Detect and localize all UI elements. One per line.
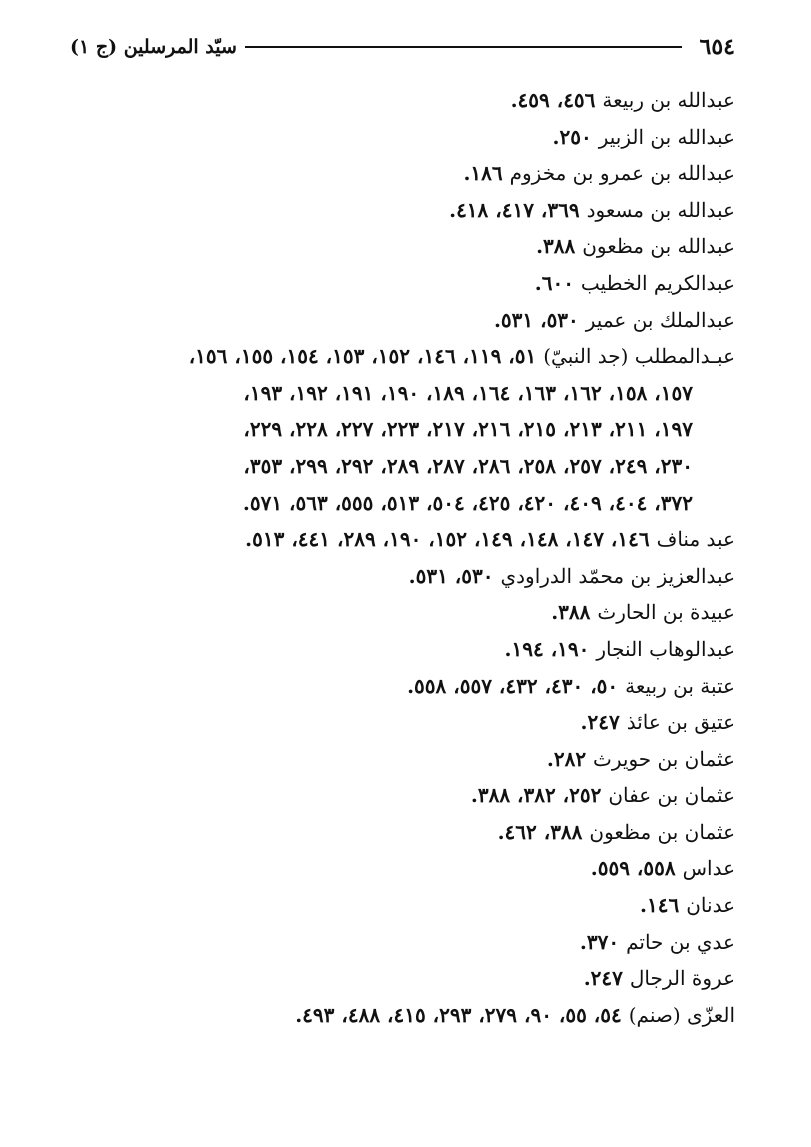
entry-pages: ١٤٦، ١٤٧، ١٤٨، ١٤٩، ١٥٢، ١٩٠، ٢٨٩، ٤٤١، ٥١٣. [245,527,650,552]
entry-pages: ٢٨٢. [546,746,587,771]
page-header [70,30,735,64]
index-entry [70,558,735,595]
entry-pages: ٣٨٨. [536,234,576,259]
running-title: سيّد المرسلين (ج ١) [70,36,237,58]
header-rule [245,46,682,48]
entry-pages: ٦٠٠. [534,270,574,295]
entry-pages: ٢٣٠، ٢٤٩، ٢٥٧، ٢٥٨، ٢٨٦، ٢٨٧، ٢٨٩، ٢٩٢، ٢٩٩، ٣٥٣، [243,453,693,478]
entry-name: عروة الرجال [629,966,735,991]
index-entry [70,155,735,192]
index-entry [70,82,735,119]
entry-name: عبـدالمطلب (جد النبيّ) [543,344,735,369]
entry-name: عثمان بن مظعون [589,819,735,844]
entry-pages: ٣٨٨. [551,600,591,625]
entry-pages: ١٩٧، ٢١١، ٢١٣، ٢١٥، ٢١٦، ٢١٧، ٢٢٣، ٢٢٧، ٢٢٨، ٢٢٩، [243,417,693,442]
entry-pages: ٥٥٨، ٥٥٩. [590,856,676,881]
index-entry [70,594,735,631]
entry-name: عبدالوهاب النجار [596,636,735,661]
index-entry [70,924,735,961]
entry-pages: ٣٨٨، ٤٦٢. [497,819,583,844]
index-entry-continuation [70,485,735,522]
index-entry [70,704,735,741]
entry-pages: ٣٦٩، ٤١٧، ٤١٨. [449,197,580,222]
index-entry [70,228,735,265]
entry-pages: ٢٤٧. [580,710,620,735]
entry-name: عدنان [686,893,735,918]
entry-name: العزّى (صنم) [628,1002,735,1027]
index-entry [70,997,735,1034]
entry-name: عبدالله بن مظعون [582,234,735,259]
index-entry-continuation [70,411,735,448]
index-entry [70,338,735,375]
index-entry [70,668,735,705]
entry-name: عداس [682,856,735,881]
entry-pages: ٥٣٠، ٥٣١. [493,307,579,332]
entry-name: عبيدة بن الحارث [597,600,735,625]
index-entry [70,814,735,851]
entry-pages: ١٨٦. [463,161,503,186]
index-entry [70,521,735,558]
index-entry [70,777,735,814]
entry-name: عبدالعزيز بن محمّد الدراودي [500,563,735,588]
entry-pages: ٣٧٠. [579,929,620,954]
entry-pages: ٥١، ١١٩، ١٤٦، ١٥٢، ١٥٣، ١٥٤، ١٥٥، ١٥٦، [188,344,537,369]
entry-name: عتبة بن ربيعة [625,673,735,698]
entry-pages: ٢٥٠. [552,124,592,149]
entry-name: عبد مناف [656,527,735,552]
entry-name: عبدالكريم الخطيب [580,270,735,295]
index-entry [70,302,735,339]
index-entry [70,631,735,668]
entry-name: عتيق بن عائذ [626,710,735,735]
entry-pages: ٢٥٢، ٣٨٢، ٣٨٨. [470,783,602,808]
page-number: ٦٥٤ [699,34,735,60]
entry-name: عدي بن حاتم [626,929,735,954]
entry-pages: ٥٤، ٥٥، ٩٠، ٢٧٩، ٢٩٣، ٤١٥، ٤٨٨، ٤٩٣. [295,1002,622,1027]
entry-name: عثمان بن عفان [608,783,735,808]
entry-pages: ٤٥٦، ٤٥٩. [510,88,596,112]
entry-pages: ١٩٠، ١٩٤. [504,636,590,661]
entry-pages: ١٤٦. [640,893,680,918]
index-entry [70,887,735,924]
index-entry [70,192,735,229]
entry-pages: ٣٧٢، ٤٠٤، ٤٠٩، ٤٢٠، ٤٢٥، ٥٠٤، ٥١٣، ٥٥٥، ٥٦٣، ٥٧١. [242,490,693,515]
entry-name: عثمان بن حويرث [593,746,735,771]
entry-name: عبدالملك بن عمير [585,307,735,332]
entry-name: عبدالله بن مسعود [586,197,735,222]
entry-pages: ٥٠، ٤٣٠، ٤٣٢، ٥٥٧، ٥٥٨. [407,673,619,698]
index-entry [70,741,735,778]
entry-name: عبدالله بن عمرو بن مخزوم [509,161,735,186]
index-entry [70,850,735,887]
index-entry [70,960,735,997]
index-entry-continuation [70,448,735,485]
entry-name: عبدالله بن الزبير [598,124,735,149]
entry-pages: ٥٣٠، ٥٣١. [408,563,494,588]
entry-pages: ٢٤٧. [583,966,623,991]
entry-pages: ١٥٧، ١٥٨، ١٦٢، ١٦٣، ١٦٤، ١٨٩، ١٩٠، ١٩١، ١٩٢، ١٩٣، [243,380,693,405]
index-entries [70,82,735,1033]
entry-name: عبدالله بن ربيعة [602,88,735,112]
index-entry-continuation [70,375,735,412]
index-entry [70,119,735,156]
index-entry [70,265,735,302]
